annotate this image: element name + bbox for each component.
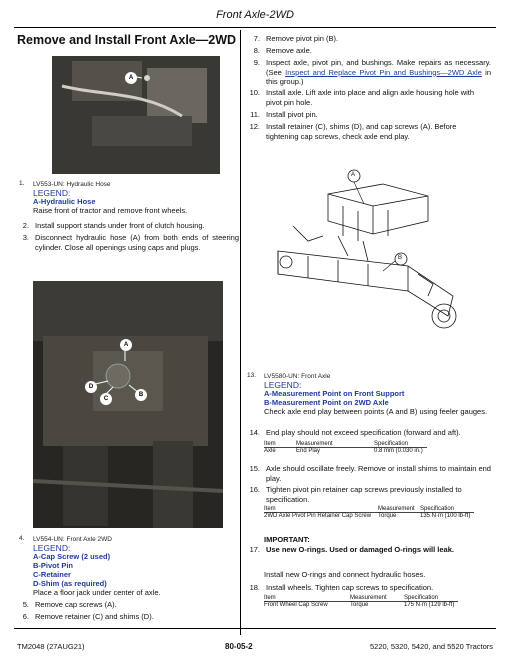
step-5-text: Remove cap screws (A). [35,600,117,609]
spec-header-specification: Specification [420,506,474,513]
step-3-number: 3. [22,233,29,242]
spec-cell-item: 2WD Axle Pivot Pin Retainer Cap Screw [264,513,372,519]
step-15-text: Axle should oscillate freely. Remove or install shims to maintain end play. [266,464,491,483]
figure-2-instruction: Place a floor jack under center of axle. [33,588,161,597]
front-axle-pivot-photo [33,281,223,528]
spec-header-item: Item [264,506,378,513]
footer-models: 5220, 5320, 5420, and 5520 Tractors [369,642,493,651]
legend-item-hydraulic-hose: A-Hydraulic Hose [33,197,96,206]
front-axle-diagram [268,166,458,366]
step-2-text: Install support stands under front of clutch housing. [35,221,205,230]
step-8-number: 8. [253,46,260,55]
step-11-number: 11. [250,110,260,119]
legend-item-2wd-axle: B-Measurement Point on 2WD Axle [264,398,389,407]
step-9-number: 9. [253,58,260,67]
legend-item-cap-screw: A-Cap Screw (2 used) [33,552,111,561]
figure-1-legend-title: LEGEND: [33,188,71,198]
figure-1-number: 1. [19,180,25,187]
spec-cell-item: Axle [264,448,276,454]
step-12-text: Install retainer (C), shims (D), and cap screws (A). Before tightening cap screws, check axle end play. [266,122,457,141]
page-header-title: Front Axle-2WD [216,9,294,21]
figure-3-number: 13. [247,372,257,379]
spec-cell-measurement: Torque [350,602,369,608]
important-title: IMPORTANT: [264,535,310,544]
footer-doc-id: TM2048 (27AUG21) [17,642,85,651]
figure-3-code: LV5580-UN: Front Axle [264,373,331,380]
step-9-text-b: in this group.) [266,67,491,86]
spec-header-measurement: Measurement [378,506,420,513]
step-17-number: 17. [249,545,260,554]
spec-table-end-play [264,441,427,454]
callout-a: A [125,72,137,84]
step-16-number: 16. [249,485,260,494]
figure-1-code: LV553-UN: Hydraulic Hose [33,181,111,188]
step-7-text: Remove pivot pin (B). [266,34,339,43]
header-rule [14,27,496,28]
column-divider [240,30,241,635]
legend-item-retainer: C-Retainer [33,570,71,579]
step-18-text: Install wheels. Tighten cap screws to specification. [266,583,434,592]
spec-header-item: Item [264,441,296,448]
step-9-text [266,58,491,87]
step-3-text: Disconnect hydraulic hose (A) from both ends of steering cylinder. Close all openings using caps and plugs. [35,233,239,252]
step-12-number: 12. [249,122,260,131]
spec-cell-measurement: Torque [378,513,397,519]
spec-cell-measurement: End Play [296,448,321,454]
spec-cell-item: Front Wheel Cap Screw [264,602,328,608]
step-6-text: Remove retainer (C) and shims (D). [35,612,154,621]
spec-header-measurement: Measurement [350,595,404,602]
callout-a: A [351,172,356,178]
step-2-number: 2. [22,221,29,230]
step-7-number: 7. [253,34,260,43]
spec-header-measurement: Measurement [296,441,374,448]
figure-2-legend [33,552,110,588]
callout-c: C [100,393,112,405]
section-title: Remove and Install Front Axle—2WD [17,33,237,47]
spec-cell-value: 0.8 mm (0.030 in.) [374,448,423,454]
callout-a: A [120,339,132,351]
footer-page-number: 80-05-2 [225,642,253,651]
step-18-number: 18. [249,583,260,592]
step-14-number: 14. [249,428,260,437]
spec-cell-value: 135 N·m (100 lb-ft) [420,513,471,519]
inspect-pivot-pin-link[interactable]: Inspect and Replace Pivot Pin and Bushings—2WD Axle [285,67,482,77]
figure-2-number: 4. [19,535,25,542]
step-14-text: End play should not exceed specification (forward and aft). [266,428,461,437]
legend-item-front-support: A-Measurement Point on Front Support [264,389,405,398]
hydraulic-hose-photo [52,56,220,174]
spec-header-item: Item [264,595,350,602]
figure-1-instruction: Raise front of tractor and remove front wheels. [33,206,188,215]
step-17-note: Install new O-rings and connect hydraulic hoses. [264,570,426,579]
callout-b: B [135,389,147,401]
step-17-text: Use new O-rings. Used or damaged O-rings will leak. [266,545,454,554]
step-10-text: Install axle. Lift axle into place and align axle housing hole with pivot pin hole. [266,88,475,107]
spec-header-specification: Specification [404,595,458,602]
spec-header-specification: Specification [374,441,427,448]
figure-2-legend-title: LEGEND: [33,543,71,553]
callout-b: B [398,255,403,261]
footer-rule [14,628,496,629]
step-9-text-a: Inspect axle, pivot pin, and bushings. Make repairs as necessary. (See [266,58,491,77]
legend-item-pivot-pin: B-Pivot Pin [33,561,74,570]
step-11-text: Install pivot pin. [266,110,318,119]
step-16-text: Tighten pivot pin retainer cap screws previously installed to specification. [266,485,462,504]
spec-table-wheel-torque [264,595,458,608]
figure-3-legend-title: LEGEND: [264,380,302,390]
step-5-number: 5. [22,600,29,609]
callout-d: D [85,381,97,393]
figure-2-code: LV554-UN: Front Axle 2WD [33,536,112,543]
step-15-number: 15. [249,464,260,473]
figure-3-instruction: Check axle end play between points (A and B) using feeler gauges. [264,407,488,416]
spec-table-pivot-torque [264,506,474,519]
step-6-number: 6. [22,612,29,621]
figure-3-legend [264,389,404,407]
step-8-text: Remove axle. [266,46,312,55]
spec-cell-value: 175 N·m (129 lb-ft) [404,602,455,608]
legend-item-shim: D-Shim (as required) [33,579,107,588]
step-10-number: 10. [249,88,260,97]
